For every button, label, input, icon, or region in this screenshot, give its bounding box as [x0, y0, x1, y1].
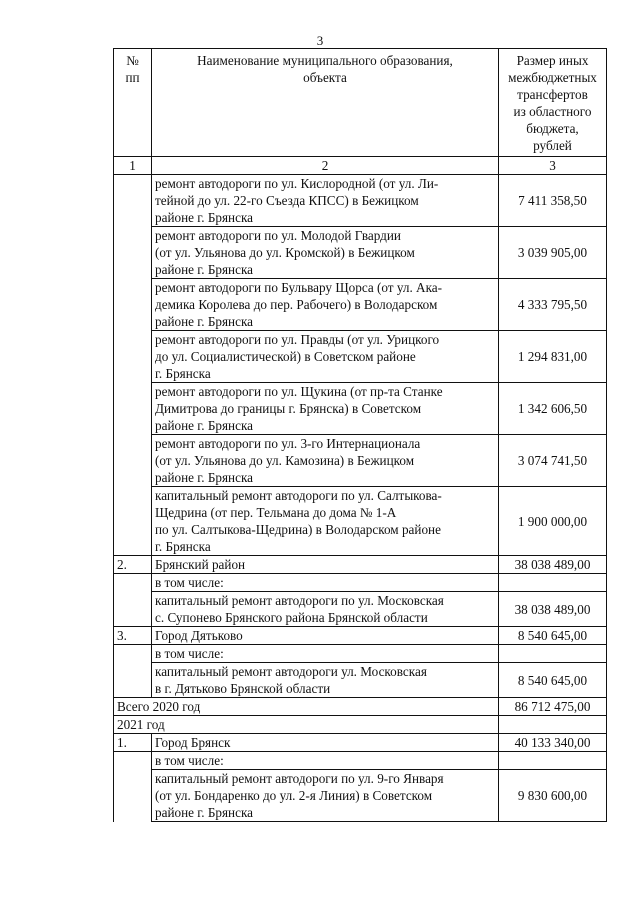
object-description: капитальный ремонт автодороги по ул. Салтыкова- Щедрина (от пер. Тельмана до дома № 1-А по ул. Салтыкова-Щедрина) в Володарском районе г. Брянска: [152, 487, 499, 556]
empty-number-cell: [114, 645, 152, 698]
table-row: [114, 175, 607, 227]
municipality-name: Брянский район: [152, 556, 499, 574]
header-amount: Размер иных межбюджетных трансфертов из областного бюджета, рублей: [499, 49, 607, 157]
empty-amount-cell: [499, 645, 607, 663]
year-row: [114, 716, 607, 734]
amount-cell: 38 038 489,00: [499, 556, 607, 574]
amount-cell: 1 294 831,00: [499, 331, 607, 383]
total-row: [114, 698, 607, 716]
amount-cell: 1 342 606,50: [499, 383, 607, 435]
row-number: 1.: [114, 734, 152, 752]
empty-number-cell: [114, 175, 152, 556]
amount-cell: 7 411 358,50: [499, 175, 607, 227]
amount-cell: 38 038 489,00: [499, 592, 607, 627]
table-row: [114, 279, 607, 331]
object-description: капитальный ремонт автодороги по ул. Московская с. Супонево Брянского района Брянской области: [152, 592, 499, 627]
table-header-row: [114, 49, 607, 157]
column-number: 3: [499, 157, 607, 175]
total-amount: 86 712 475,00: [499, 698, 607, 716]
amount-cell: 8 540 645,00: [499, 627, 607, 645]
column-number: 2: [152, 157, 499, 175]
table-row: [114, 435, 607, 487]
object-description: ремонт автодороги по ул. Правды (от ул. Урицкого до ул. Социалистической) в Советском районе г. Брянска: [152, 331, 499, 383]
empty-number-cell: [114, 574, 152, 627]
including-label: в том числе:: [152, 752, 499, 770]
row-number: 3.: [114, 627, 152, 645]
object-description: ремонт автодороги по ул. 3-го Интернационала (от ул. Ульянова до ул. Камозина) в Бежицком районе г. Брянска: [152, 435, 499, 487]
including-label: в том числе:: [152, 574, 499, 592]
including-row: [114, 574, 607, 592]
amount-cell: 4 333 795,50: [499, 279, 607, 331]
amount-cell: 40 133 340,00: [499, 734, 607, 752]
empty-number-cell: [114, 752, 152, 822]
header-name: Наименование муниципального образования, объекта: [152, 49, 499, 157]
table-row: [114, 487, 607, 556]
table-row: [114, 770, 607, 822]
amount-cell: 9 830 600,00: [499, 770, 607, 822]
object-description: ремонт автодороги по Бульвару Щорса (от ул. Ака- демика Королева до пер. Рабочего) в Володарском районе г. Брянска: [152, 279, 499, 331]
object-description: ремонт автодороги по ул. Молодой Гвардии (от ул. Ульянова до ул. Кромской) в Бежицком районе г. Брянска: [152, 227, 499, 279]
page-number: 3: [316, 33, 324, 48]
object-description: капитальный ремонт автодороги ул. Московская в г. Дятьково Брянской области: [152, 663, 499, 698]
object-description: капитальный ремонт автодороги по ул. 9-го Января (от ул. Бондаренко до ул. 2-я Линия) в Советском районе г. Брянска: [152, 770, 499, 822]
municipality-row: [114, 556, 607, 574]
table-row: [114, 331, 607, 383]
empty-amount-cell: [499, 752, 607, 770]
amount-cell: 8 540 645,00: [499, 663, 607, 698]
table-row: [114, 383, 607, 435]
table-row: [114, 663, 607, 698]
amount-cell: 3 039 905,00: [499, 227, 607, 279]
table-row: [114, 227, 607, 279]
row-number: 2.: [114, 556, 152, 574]
empty-amount-cell: [499, 574, 607, 592]
object-description: ремонт автодороги по ул. Кислородной (от ул. Ли- тейной до ул. 22-го Съезда КПСС) в Бежицком районе г. Брянска: [152, 175, 499, 227]
total-label: Всего 2020 год: [114, 698, 499, 716]
table-row: [114, 592, 607, 627]
year-label: 2021 год: [114, 716, 499, 734]
empty-amount-cell: [499, 716, 607, 734]
municipality-name: Город Брянск: [152, 734, 499, 752]
column-number-row: [114, 157, 607, 175]
municipality-row: [114, 627, 607, 645]
municipality-name: Город Дятьково: [152, 627, 499, 645]
transfers-table: [113, 48, 607, 822]
header-number: № пп: [114, 49, 152, 157]
including-row: [114, 645, 607, 663]
including-label: в том числе:: [152, 645, 499, 663]
municipality-row: [114, 734, 607, 752]
amount-cell: 1 900 000,00: [499, 487, 607, 556]
including-row: [114, 752, 607, 770]
object-description: ремонт автодороги по ул. Щукина (от пр-та Станке Димитрова до границы г. Брянска) в Советском районе г. Брянска: [152, 383, 499, 435]
amount-cell: 3 074 741,50: [499, 435, 607, 487]
column-number: 1: [114, 157, 152, 175]
